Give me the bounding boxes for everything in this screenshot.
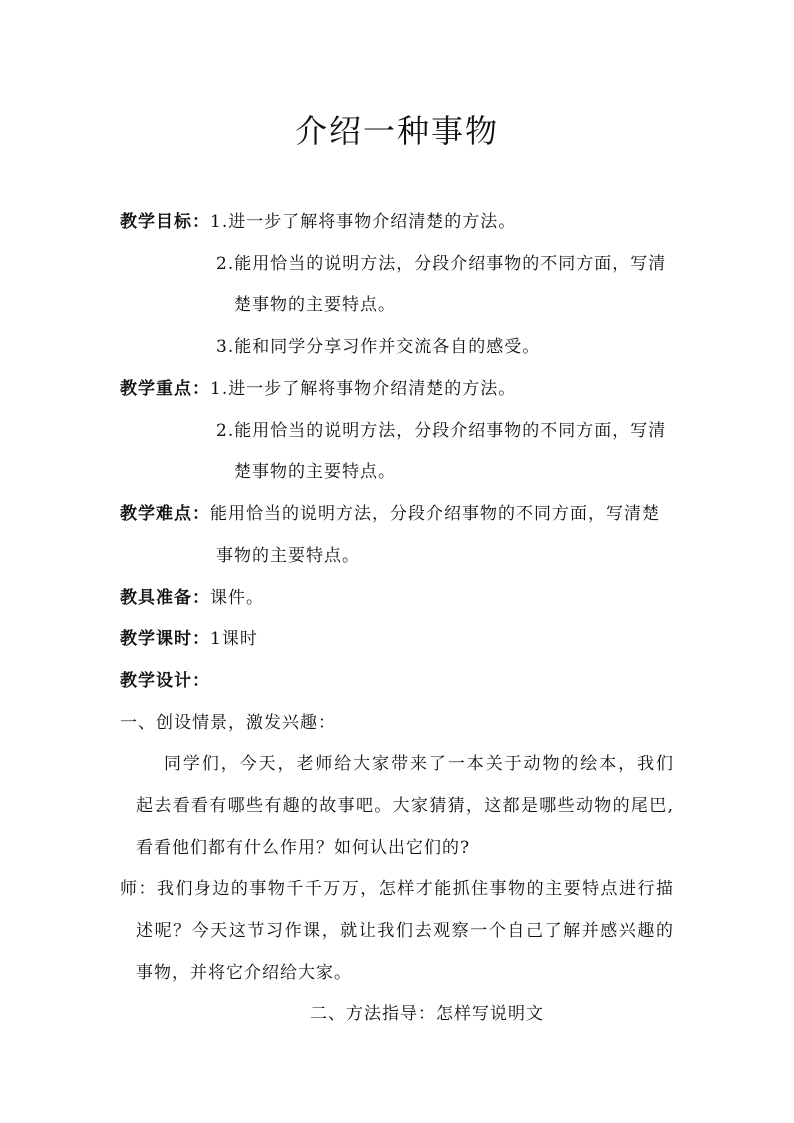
difficulty-line-1: 能用恰当的说明方法，分段介绍事物的不同方面，写清楚: [210, 504, 660, 524]
design-label: 教学设计：: [120, 671, 210, 691]
key-points-row: [120, 377, 516, 401]
key-point-item-1: 1.进一步了解将事物介绍清楚的方法。: [210, 379, 517, 399]
section1-para-line-3: 看看他们都有什么作用？如何认出它们的?: [136, 838, 471, 858]
section1-para-line-1: 同学们，今天，老师给大家带来了一本关于动物的绘本，我们: [164, 754, 674, 774]
teacher-line-1: 师：我们身边的事物千千万万，怎样才能抓住事物的主要特点进行描: [120, 879, 674, 899]
objectives-row: [120, 210, 516, 234]
materials-value: 课件。: [210, 588, 264, 608]
objective-item-1: 1.进一步了解将事物介绍清楚的方法。: [210, 212, 517, 232]
difficulty-label: 教学难点：: [120, 504, 210, 524]
teacher-line-2: 述呢？今天这节习作课，就让我们去观察一个自己了解并感兴趣的: [136, 921, 674, 941]
materials-row: [120, 586, 264, 610]
page-title: 介绍一种事物: [294, 112, 499, 150]
periods-value: 1课时: [210, 629, 258, 649]
section1-para-line-2: 起去看看有哪些有趣的故事吧。大家猜猜，这都是哪些动物的尾巴,: [136, 796, 674, 816]
objective-item-2-cont: 楚事物的主要特点。: [234, 295, 396, 315]
objective-item-3: 3.能和同学分享习作并交流各自的感受。: [216, 337, 541, 357]
objective-item-2: 2.能用恰当的说明方法，分段介绍事物的不同方面，写清: [216, 254, 667, 274]
section2-heading: 二、方法指导：怎样写说明文: [310, 1004, 544, 1024]
periods-row: [120, 627, 258, 651]
teacher-line-3: 事物，并将它介绍给大家。: [136, 963, 352, 983]
design-row: [120, 669, 210, 693]
objectives-label: 教学目标：: [120, 212, 210, 232]
section1-heading: 一、创设情景，激发兴趣：: [120, 713, 336, 733]
key-point-item-2-cont: 楚事物的主要特点。: [234, 462, 396, 482]
materials-label: 教具准备：: [120, 588, 210, 608]
periods-label: 教学课时：: [120, 629, 210, 649]
difficulty-line-2: 事物的主要特点。: [216, 546, 360, 566]
difficulty-row: [120, 502, 660, 526]
key-points-label: 教学重点：: [120, 379, 210, 399]
key-point-item-2: 2.能用恰当的说明方法，分段介绍事物的不同方面，写清: [216, 421, 667, 441]
